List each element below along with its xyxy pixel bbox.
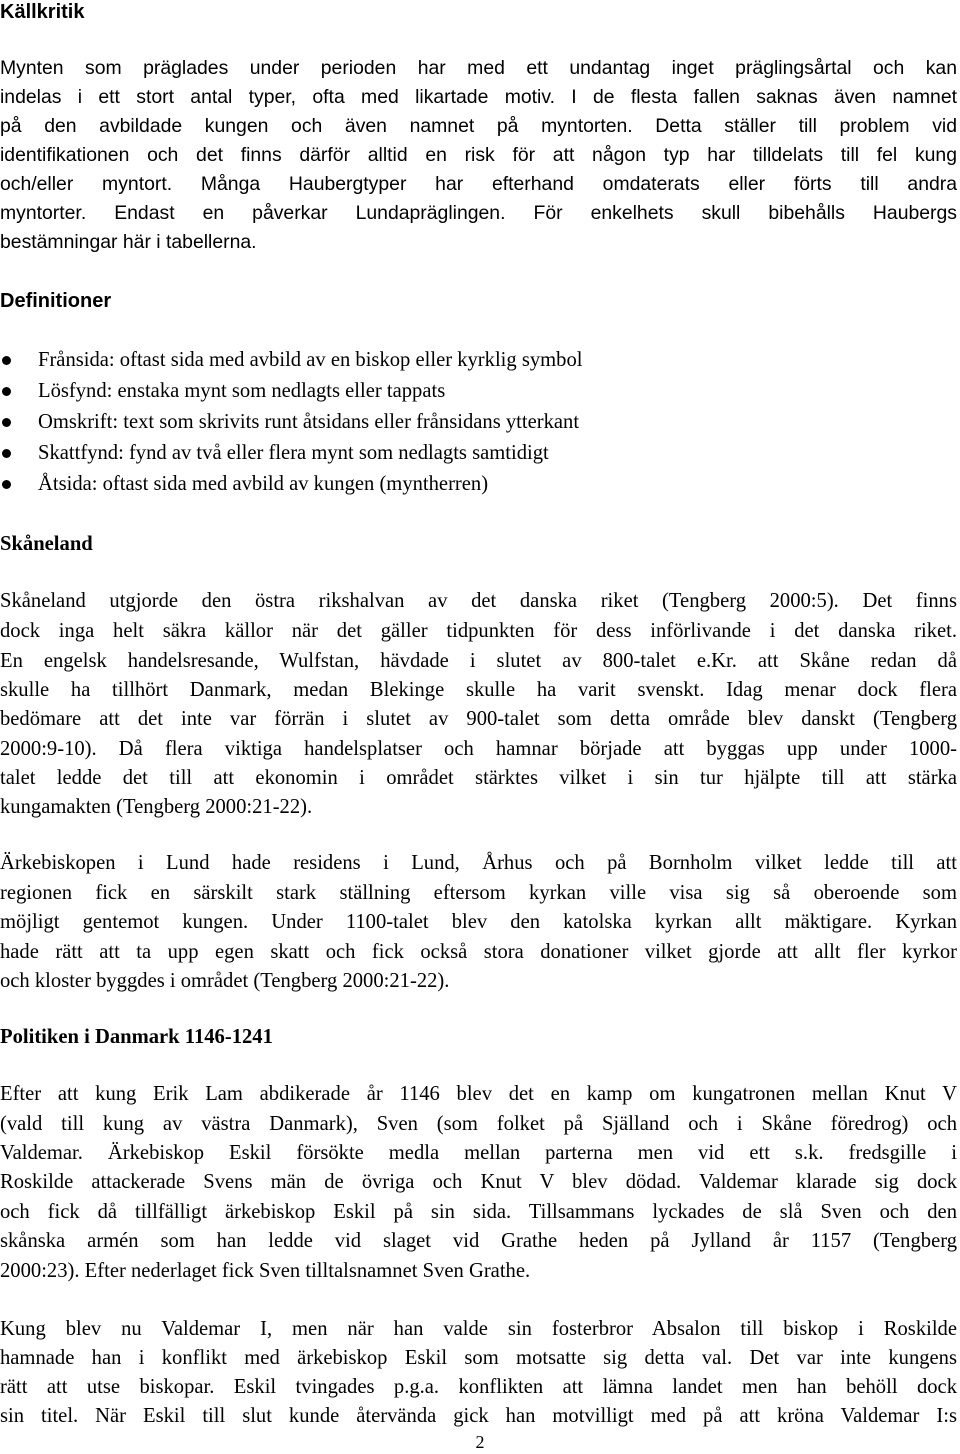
paragraph-line: och fick då tillfälligt ärkebiskop Eskil på sin sida. Tillsammans lyckades de slå Sven och den	[0, 1201, 957, 1223]
bullet-icon	[2, 449, 11, 458]
paragraph-line: identifikationen och det finns därför alltid en risk för att någon typ har tilldelats till fel kung	[0, 144, 957, 166]
paragraph-line: regionen fick en särskilt stark ställning eftersom kyrkan ville visa sig så oberoende som	[0, 882, 957, 904]
bullet-icon	[2, 356, 11, 365]
paragraph-line: sin titel. När Eskil till slut kunde återvända gick han motvilligt med på att kröna Valdemar I:s	[0, 1405, 957, 1427]
paragraph-line: hamnade han i konflikt med ärkebiskop Eskil som motsatte sig detta val. Det var inte kungens	[0, 1347, 957, 1369]
paragraph-line: och kloster byggdes i området (Tengberg 2000:21-22).	[0, 970, 450, 992]
paragraph-line: möjligt gentemot kungen. Under 1100-talet blev den katolska kyrkan allt mäktigare. Kyrkan	[0, 911, 957, 933]
paragraph-line: Ärkebiskopen i Lund hade residens i Lund, Århus och på Bornholm vilket ledde till att	[0, 852, 957, 874]
bullet-icon	[2, 418, 11, 427]
list-item-text: Åtsida: oftast sida med avbild av kungen (myntherren)	[38, 473, 489, 495]
page-number: 2	[475, 1432, 485, 1452]
paragraph-line: Kung blev nu Valdemar I, men när han valde sin fosterbror Absalon till biskop i Roskilde	[0, 1318, 957, 1340]
paragraph-line: myntorter. Endast en påverkar Lundapräglingen. För enkelhets skull bibehålls Haubergs	[0, 202, 957, 224]
list-item-text: Lösfynd: enstaka mynt som nedlagts eller tappats	[38, 380, 446, 402]
paragraph-line: på den avbildade kungen och även namnet på myntorten. Detta ställer till problem vid	[0, 115, 957, 137]
paragraph-line: 2000:23). Efter nederlaget fick Sven tilltalsnamnet Sven Grathe.	[0, 1260, 531, 1282]
heading-skaneland: Skåneland	[0, 533, 93, 555]
paragraph-line: En engelsk handelsresande, Wulfstan, hävdade i slutet av 800-talet e.Kr. att Skåne redan då	[0, 650, 957, 672]
list-item-text: Skattfynd: fynd av två eller flera mynt som nedlagts samtidigt	[38, 442, 549, 464]
bullet-icon	[2, 387, 11, 396]
paragraph-line: (vald till kung av västra Danmark), Sven (som folket på Själland och i Skåne föredrog) och	[0, 1113, 957, 1135]
paragraph-line: Efter att kung Erik Lam abdikerade år 1146 blev det en kamp om kungatronen mellan Knut V	[0, 1083, 957, 1105]
paragraph-line: bedömare att det inte var förrän i slutet av 900-talet som detta område blev danskt (Tengberg	[0, 708, 957, 730]
paragraph-line: och/eller myntort. Många Haubergtyper har efterhand omdaterats eller förts till andra	[0, 173, 957, 195]
paragraph-line: dock inga helt säkra källor när det gäller tidpunkten för dess införlivande i det danska riket.	[0, 620, 957, 642]
paragraph-line: Mynten som präglades under perioden har med ett undantag inget präglingsårtal och kan	[0, 57, 957, 79]
paragraph-line: 2000:9-10). Då flera viktiga handelsplatser och hamnar började att byggas upp under 1000-	[0, 738, 957, 760]
paragraph-line: Skåneland utgjorde den östra rikshalvan av det danska riket (Tengberg 2000:5). Det finns	[0, 590, 957, 612]
paragraph-line: skulle ha tillhört Danmark, medan Blekinge skulle ha varit svenskt. Idag menar dock flera	[0, 679, 957, 701]
paragraph-line: kungamakten (Tengberg 2000:21-22).	[0, 796, 313, 818]
paragraph-line: talet ledde det till att ekonomin i området stärktes vilket i sin tur hjälpte till att stärka	[0, 767, 957, 789]
paragraph-line: bestämningar här i tabellerna.	[0, 231, 257, 253]
paragraph-line: Roskilde attackerade Svens män de övriga och Knut V blev dödad. Valdemar klarade sig dock	[0, 1171, 957, 1193]
heading-definitioner: Definitioner	[0, 290, 112, 312]
paragraph-line: rätt att utse biskopar. Eskil tvingades p.g.a. konflikten att lämna landet men han behöll dock	[0, 1376, 957, 1398]
paragraph-line: Valdemar. Ärkebiskop Eskil försökte medla mellan parterna men vid ett s.k. fredsgille i	[0, 1142, 957, 1164]
list-item-text: Omskrift: text som skrivits runt åtsidans eller frånsidans ytterkant	[38, 411, 580, 433]
heading-politiken: Politiken i Danmark 1146-1241	[0, 1026, 273, 1048]
paragraph-line: hade rätt att ta upp egen skatt och fick också stora donationer vilket gjorde att allt fler kyrkor	[0, 941, 957, 963]
paragraph-line: skånska armén som han ledde vid slaget vid Grathe heden på Jylland år 1157 (Tengberg	[0, 1230, 957, 1252]
heading-kallkritik: Källkritik	[0, 1, 85, 23]
paragraph-line: indelas i ett stort antal typer, ofta med likartade motiv. I de flesta fallen saknas även namnet	[0, 86, 957, 108]
list-item-text: Frånsida: oftast sida med avbild av en biskop eller kyrklig symbol	[38, 349, 583, 371]
bullet-icon	[2, 480, 11, 489]
